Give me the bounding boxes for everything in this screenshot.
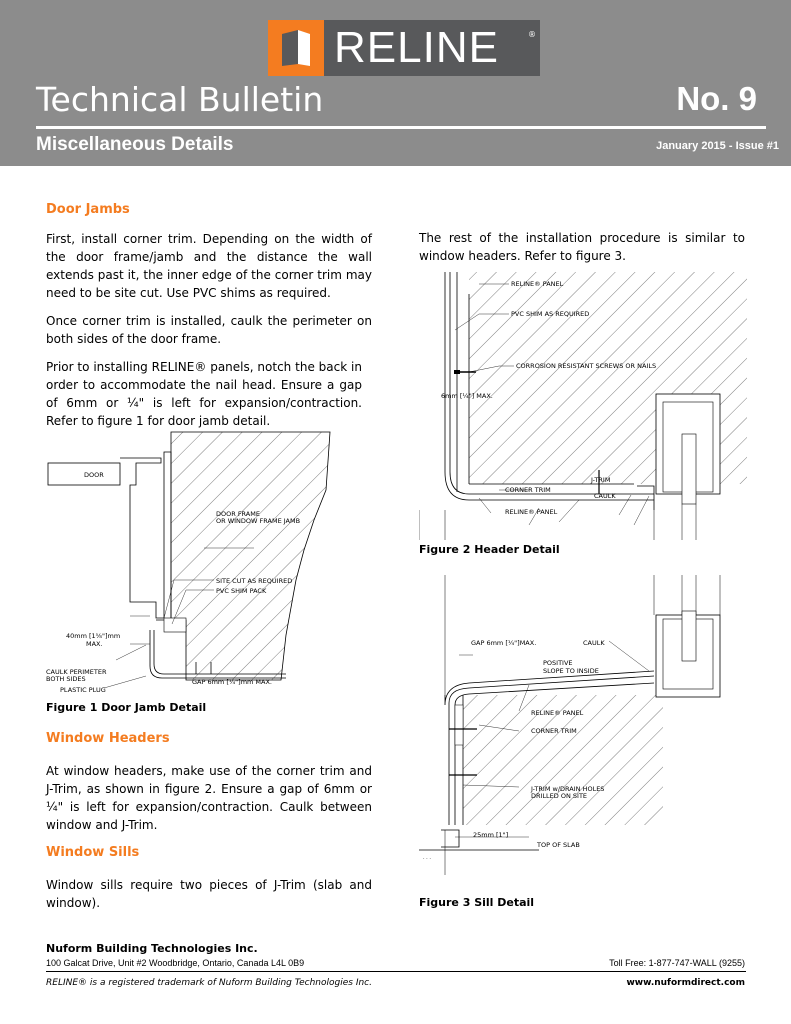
fig1-label-caulk-2: BOTH SIDES [46,675,86,683]
heading-door-jambs: Door Jambs [46,202,130,217]
logo-text: RELINE [334,23,499,72]
fig2-label-panel: RELINE® PANEL [511,280,564,288]
fig3-label-jtrim-1: J-TRIM w/DRAIN HOLES [531,785,605,793]
door-jambs-paragraph-3: Prior to installing RELINE® panels, notch the back in order to accommodate the nail head. Ensure a gap of 6mm or ¼" is left for expansion/contraction. Refer to figure 1 for door jamb detail. [46,360,362,428]
heading-window-headers: Window Headers [46,731,170,746]
window-sills-paragraph: Window sills require two pieces of J-Trim (slab and window). [46,878,372,910]
page-title: Technical Bulletin [36,80,324,119]
logo-mark-icon [268,20,324,76]
fig3-label-corner-trim: CORNER TRIM [531,727,577,735]
door-jambs-paragraph-2: Once corner trim is installed, caulk the perimeter on both sides of the door frame. [46,314,372,346]
fig3-label-panel: RELINE® PANEL [531,709,584,717]
figure-1-drawing [46,430,376,698]
fig2-label-caulk: CAULK [594,492,616,500]
fig3-label-jtrim-2: DRILLED ON SITE [531,792,588,800]
door-jambs-paragraph-1: First, install corner trim. Depending on the width of the door frame/jamb and the distance the wall extends past it, the inner edge of the corner trim may need to be site cut. Use PVC shims as required. [46,232,372,300]
bulletin-number: No. 9 [676,80,757,117]
window-headers-paragraph: At window headers, make use of the corner trim and J-Trim, as shown in figure 2. Ensure a gap of 6mm or ¼" is left for expansion/contraction. Caulk between window and J-Trim. [46,764,372,832]
fig2-label-jtrim: J-TRIM [591,476,611,484]
fig3-label-dim: 25mm [1"] [473,831,509,839]
fig2-label-pvc-shim: PVC SHIM AS REQUIRED [511,310,590,318]
fig2-label-corner-trim: CORNER TRIM [505,486,551,494]
footer-website-link[interactable]: www.nuformdirect.com [626,978,745,988]
fig1-label-dim: 40mm [1⅝"]mm [66,632,121,640]
logo-registered-mark: ® [528,30,536,39]
heading-window-sills: Window Sills [46,845,140,860]
right-column-intro: The rest of the installation procedure is similar to window headers. Refer to figure 3. [419,231,745,263]
issue-date: January 2015 - Issue #1 [656,140,779,152]
fig2-label-gap: 6mm [¼"] MAX. [441,392,493,400]
fig3-label-slope-2: SLOPE TO INSIDE [543,667,599,675]
fig2-label-screws: CORROSION RESISTANT SCREWS OR NAILS [516,362,657,370]
footer-toll-free: Toll Free: 1-877-747-WALL (9255) [609,958,745,968]
footer-divider [46,971,746,972]
fig3-label-gap: GAP 6mm [¼"]MAX. [471,639,537,647]
fig1-label-frame-1: DOOR FRAME [216,510,260,518]
header-divider [36,126,766,129]
fig2-label-panel-2: RELINE® PANEL [505,508,558,516]
footer-company: Nuform Building Technologies Inc. [46,942,258,955]
fig1-label-site-cut: SITE CUT AS REQUIRED [216,577,293,585]
fig1-label-pvc-shim-pack: PVC SHIM PACK [216,587,267,595]
header-banner [0,0,791,166]
figure-2-drawing [419,270,749,540]
fig1-label-door: DOOR [84,471,104,479]
fig3-label-caulk: CAULK [583,639,605,647]
fig1-label-gap: GAP 6mm [¼"]mm MAX. [192,678,272,686]
footer-address: 100 Galcat Drive, Unit #2 Woodbridge, Ontario, Canada L4L 0B9 [46,958,305,968]
fig1-label-dim-max: MAX. [86,640,103,648]
fig3-label-slope-1: POSITIVE [543,659,573,667]
figure-3-caption: Figure 3 Sill Detail [419,896,535,909]
fig1-label-plastic-plug: PLASTIC PLUG [60,686,106,694]
figure-2-caption: Figure 2 Header Detail [419,543,560,556]
figure-1-caption: Figure 1 Door Jamb Detail [46,701,207,714]
footer-trademark: RELINE® is a registered trademark of Nuform Building Technologies Inc. [46,978,372,988]
page-subtitle: Miscellaneous Details [36,134,234,155]
fig1-label-frame-2: OR WINDOW FRAME JAMB [216,517,301,525]
fig3-label-top-of-slab: TOP OF SLAB [537,841,580,849]
reline-logo [268,20,540,76]
svg-text:· · ·: · · · [423,856,431,862]
fig1-label-caulk-1: CAULK PERIMETER [46,668,107,676]
figure-3-drawing [419,575,749,885]
